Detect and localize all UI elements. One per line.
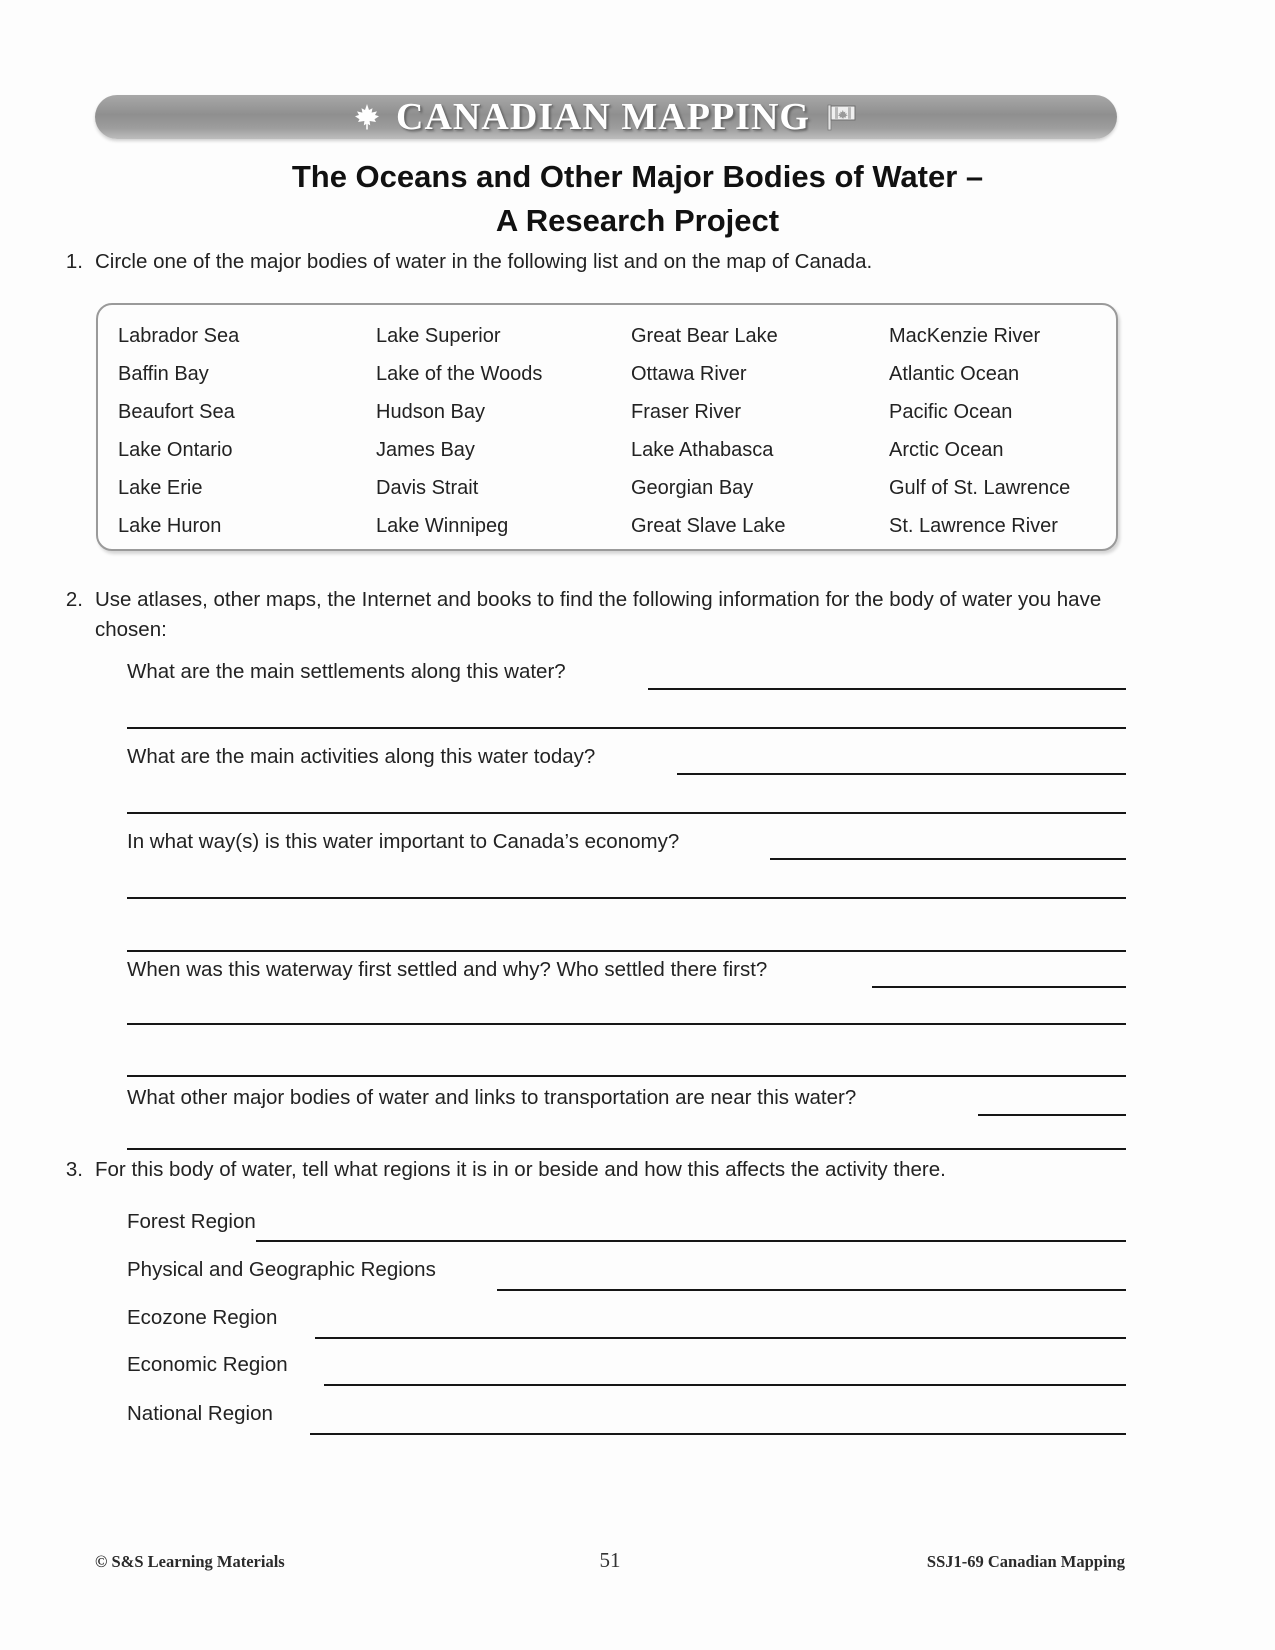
list-item[interactable]: Great Bear Lake (631, 324, 778, 347)
answer-line-physical-geographic-regions[interactable] (497, 1289, 1126, 1291)
flag-icon (826, 102, 858, 132)
answer-line-first-settled-3[interactable] (127, 1075, 1126, 1077)
list-item[interactable]: MacKenzie River (889, 324, 1041, 347)
question-3-number: 3. (65, 1158, 83, 1181)
region-label-ecozone: Ecozone Region (127, 1306, 278, 1329)
answer-line-economy-2[interactable] (127, 897, 1126, 899)
question-2-number: 2. (65, 588, 83, 611)
answer-line-other-bodies-2[interactable] (127, 1148, 1126, 1150)
region-label-forest: Forest Region (127, 1210, 256, 1233)
page-footer (95, 1548, 1125, 1573)
list-item[interactable]: Great Slave Lake (631, 514, 786, 537)
header-banner (95, 95, 1117, 139)
list-item[interactable]: Hudson Bay (376, 400, 485, 423)
question-2-text: Use atlases, other maps, the Internet and books to find the following information for the body of water you have chosen: (95, 588, 1102, 641)
sub-question-other-bodies-label: What other major bodies of water and links to transportation are near this water? (127, 1086, 857, 1109)
answer-line-settlements-1[interactable] (648, 688, 1126, 690)
sub-question-activities-label: What are the main activities along this water today? (127, 745, 596, 768)
answer-line-national-region[interactable] (310, 1433, 1126, 1435)
list-item[interactable]: Georgian Bay (631, 476, 754, 499)
answer-line-activities-2[interactable] (127, 812, 1126, 814)
answer-line-settlements-2[interactable] (127, 727, 1126, 729)
list-item[interactable]: Baffin Bay (118, 362, 209, 385)
footer-product-code: SSJ1-69 Canadian Mapping (926, 1552, 1125, 1571)
page-title-line-2: A Research Project (495, 203, 780, 238)
list-item[interactable]: Beaufort Sea (118, 400, 235, 423)
answer-line-first-settled-1[interactable] (872, 986, 1126, 988)
answer-line-ecozone-region[interactable] (315, 1337, 1126, 1339)
page-title (0, 155, 1275, 243)
water-bodies-list-box (96, 303, 1118, 551)
list-item[interactable]: Arctic Ocean (889, 438, 1004, 461)
answer-line-other-bodies-1[interactable] (978, 1114, 1126, 1116)
list-item[interactable]: James Bay (376, 438, 475, 461)
list-item[interactable]: Fraser River (631, 400, 742, 423)
list-item[interactable]: Davis Strait (376, 476, 479, 499)
list-item[interactable]: Lake Ontario (118, 438, 233, 461)
list-item[interactable]: St. Lawrence River (889, 514, 1058, 537)
maple-leaf-icon (354, 103, 380, 131)
answer-line-economy-1[interactable] (770, 858, 1126, 860)
list-item[interactable]: Ottawa River (631, 362, 747, 385)
footer-copyright: © S&S Learning Materials (95, 1552, 285, 1571)
question-1-text: Circle one of the major bodies of water in the following list and on the map of Canada. (95, 250, 873, 273)
answer-line-economic-region[interactable] (324, 1384, 1126, 1386)
footer-page-number: 51 (599, 1548, 621, 1572)
question-1 (55, 247, 1125, 277)
list-item[interactable]: Lake Erie (118, 476, 203, 499)
list-item[interactable]: Lake Athabasca (631, 438, 774, 461)
question-2 (55, 585, 1125, 645)
page-title-line-1: The Oceans and Other Major Bodies of Water – (291, 159, 984, 194)
banner-title: CANADIAN MAPPING (396, 96, 810, 138)
answer-line-first-settled-2[interactable] (127, 1023, 1126, 1025)
answer-line-forest-region[interactable] (256, 1240, 1126, 1242)
list-item[interactable]: Lake Huron (118, 514, 222, 537)
sub-question-first-settled-label: When was this waterway first settled and why? Who settled there first? (127, 958, 768, 981)
question-1-number: 1. (65, 250, 83, 273)
list-item[interactable]: Lake Superior (376, 324, 501, 347)
sub-question-settlements-label: What are the main settlements along this water? (127, 660, 566, 683)
list-item[interactable]: Lake Winnipeg (376, 514, 509, 537)
sub-question-economy-label: In what way(s) is this water important to Canada’s economy? (127, 830, 680, 853)
list-item[interactable]: Atlantic Ocean (889, 362, 1020, 385)
answer-line-economy-3[interactable] (127, 950, 1126, 952)
region-label-economic: Economic Region (127, 1353, 288, 1376)
question-3 (55, 1155, 1130, 1185)
list-item[interactable]: Gulf of St. Lawrence (889, 476, 1071, 499)
list-item[interactable]: Lake of the Woods (376, 362, 543, 385)
question-3-text: For this body of water, tell what regions it is in or beside and how this affects the activity there. (95, 1158, 946, 1181)
region-label-national: National Region (127, 1402, 273, 1425)
banner-content (354, 95, 858, 139)
water-bodies-grid (118, 317, 1103, 545)
answer-line-activities-1[interactable] (677, 773, 1126, 775)
list-item[interactable]: Labrador Sea (118, 324, 240, 347)
list-item[interactable]: Pacific Ocean (889, 400, 1013, 423)
region-label-physical-geographic: Physical and Geographic Regions (127, 1258, 436, 1281)
